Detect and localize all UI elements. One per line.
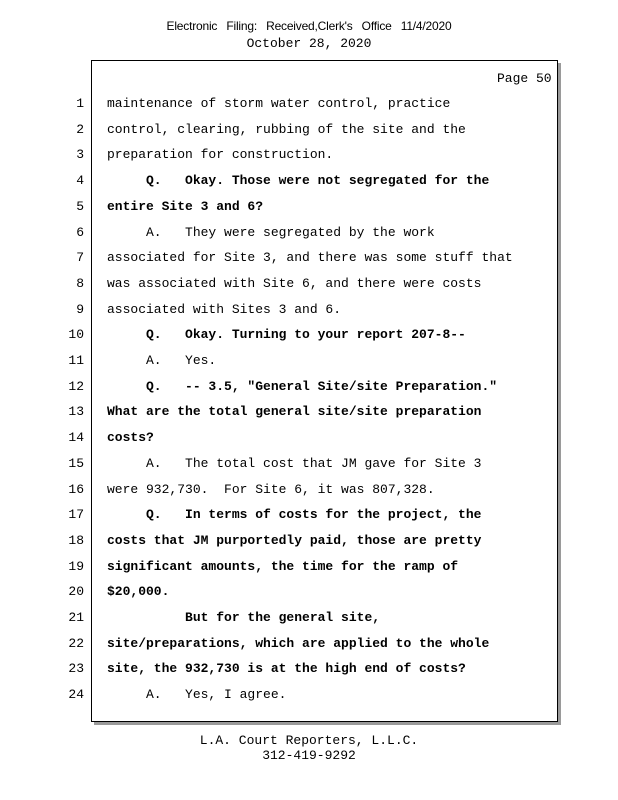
transcript-line (0, 661, 618, 687)
line-number: 3 (76, 147, 84, 163)
transcript-line (0, 250, 618, 276)
transcript-line (0, 430, 618, 456)
line-number: 2 (76, 121, 84, 137)
line-text: A. Yes. (107, 353, 217, 368)
line-text: A. Yes, I agree. (107, 687, 287, 703)
line-text: associated for Site 3, and there was some stuff that (107, 250, 513, 266)
line-number: 15 (68, 455, 84, 471)
line-number: 11 (68, 353, 84, 368)
line-text: What are the total general site/site preparation (107, 404, 482, 420)
transcript-line (0, 456, 618, 482)
line-text: associated with Sites 3 and 6. (107, 301, 342, 317)
transcript-line (0, 225, 618, 251)
line-number: 1 (76, 96, 84, 111)
line-text: were 932,730. For Site 6, it was 807,328. (107, 481, 435, 497)
transcript-line (0, 199, 618, 225)
line-number: 4 (76, 173, 84, 189)
reporter-company: L.A. Court Reporters, L.L.C. (199, 733, 419, 748)
line-number: 22 (68, 635, 84, 651)
transcript-line (0, 302, 618, 328)
transcript-line (0, 173, 618, 199)
line-number: 8 (76, 275, 84, 291)
line-text: A. They were segregated by the work (107, 224, 435, 240)
line-number: 10 (68, 327, 84, 343)
line-number: 14 (68, 430, 84, 446)
line-number: 21 (68, 610, 84, 625)
transcript-line (0, 122, 618, 148)
line-number: 12 (68, 378, 84, 394)
line-text: control, clearing, rubbing of the site and the (107, 121, 466, 137)
line-number: 20 (68, 584, 84, 600)
line-text: entire Site 3 and 6? (107, 198, 264, 214)
transcript-line (0, 404, 618, 430)
line-text: Q. -- 3.5, "General Site/site Preparation." (107, 378, 498, 394)
line-number: 16 (68, 481, 84, 497)
transcript-line (0, 96, 618, 122)
filing-stamp: Electronic Filing: Received,Clerk's Office 11/4/2020 (166, 19, 452, 33)
line-text: But for the general site, (107, 610, 381, 625)
line-number: 19 (68, 558, 84, 574)
transcript-line (0, 276, 618, 302)
line-number: 7 (76, 250, 84, 266)
transcript-line (0, 482, 618, 508)
line-number: 24 (68, 687, 84, 703)
transcript-line (0, 584, 618, 610)
line-text: site/preparations, which are applied to the whole (107, 635, 490, 651)
transcript-line (0, 379, 618, 405)
transcript-line (0, 353, 618, 379)
line-text: preparation for construction. (107, 147, 334, 163)
line-text: was associated with Site 6, and there were costs (107, 275, 482, 291)
line-text: costs that JM purportedly paid, those are pretty (107, 532, 482, 548)
transcript-line (0, 636, 618, 662)
line-text: maintenance of storm water control, practice (107, 96, 451, 111)
line-text: Q. In terms of costs for the project, the (107, 507, 482, 523)
transcript-date: October 28, 2020 (246, 36, 372, 51)
line-number: 6 (76, 224, 84, 240)
page-number: Page 50 (497, 71, 552, 86)
line-number: 23 (68, 661, 84, 677)
transcript-line (0, 610, 618, 636)
reporter-phone: 312-419-9292 (262, 748, 356, 763)
line-text: Q. Okay. Turning to your report 207-8-- (107, 327, 466, 343)
line-number: 5 (76, 198, 84, 214)
line-text: A. The total cost that JM gave for Site 3 (107, 455, 482, 471)
line-number: 17 (68, 507, 84, 523)
line-text: Q. Okay. Those were not segregated for the (107, 173, 490, 189)
transcript-line (0, 533, 618, 559)
line-number: 13 (68, 404, 84, 420)
transcript-line (0, 327, 618, 353)
line-number: 18 (68, 532, 84, 548)
transcript-line (0, 687, 618, 713)
transcript-line (0, 559, 618, 585)
transcript-line (0, 507, 618, 533)
line-text: site, the 932,730 is at the high end of costs? (107, 661, 466, 677)
line-text: $20,000. (107, 584, 170, 600)
line-text: costs? (107, 430, 154, 446)
line-number: 9 (76, 301, 84, 317)
line-text: significant amounts, the time for the ramp of (107, 558, 459, 574)
transcript-line (0, 147, 618, 173)
